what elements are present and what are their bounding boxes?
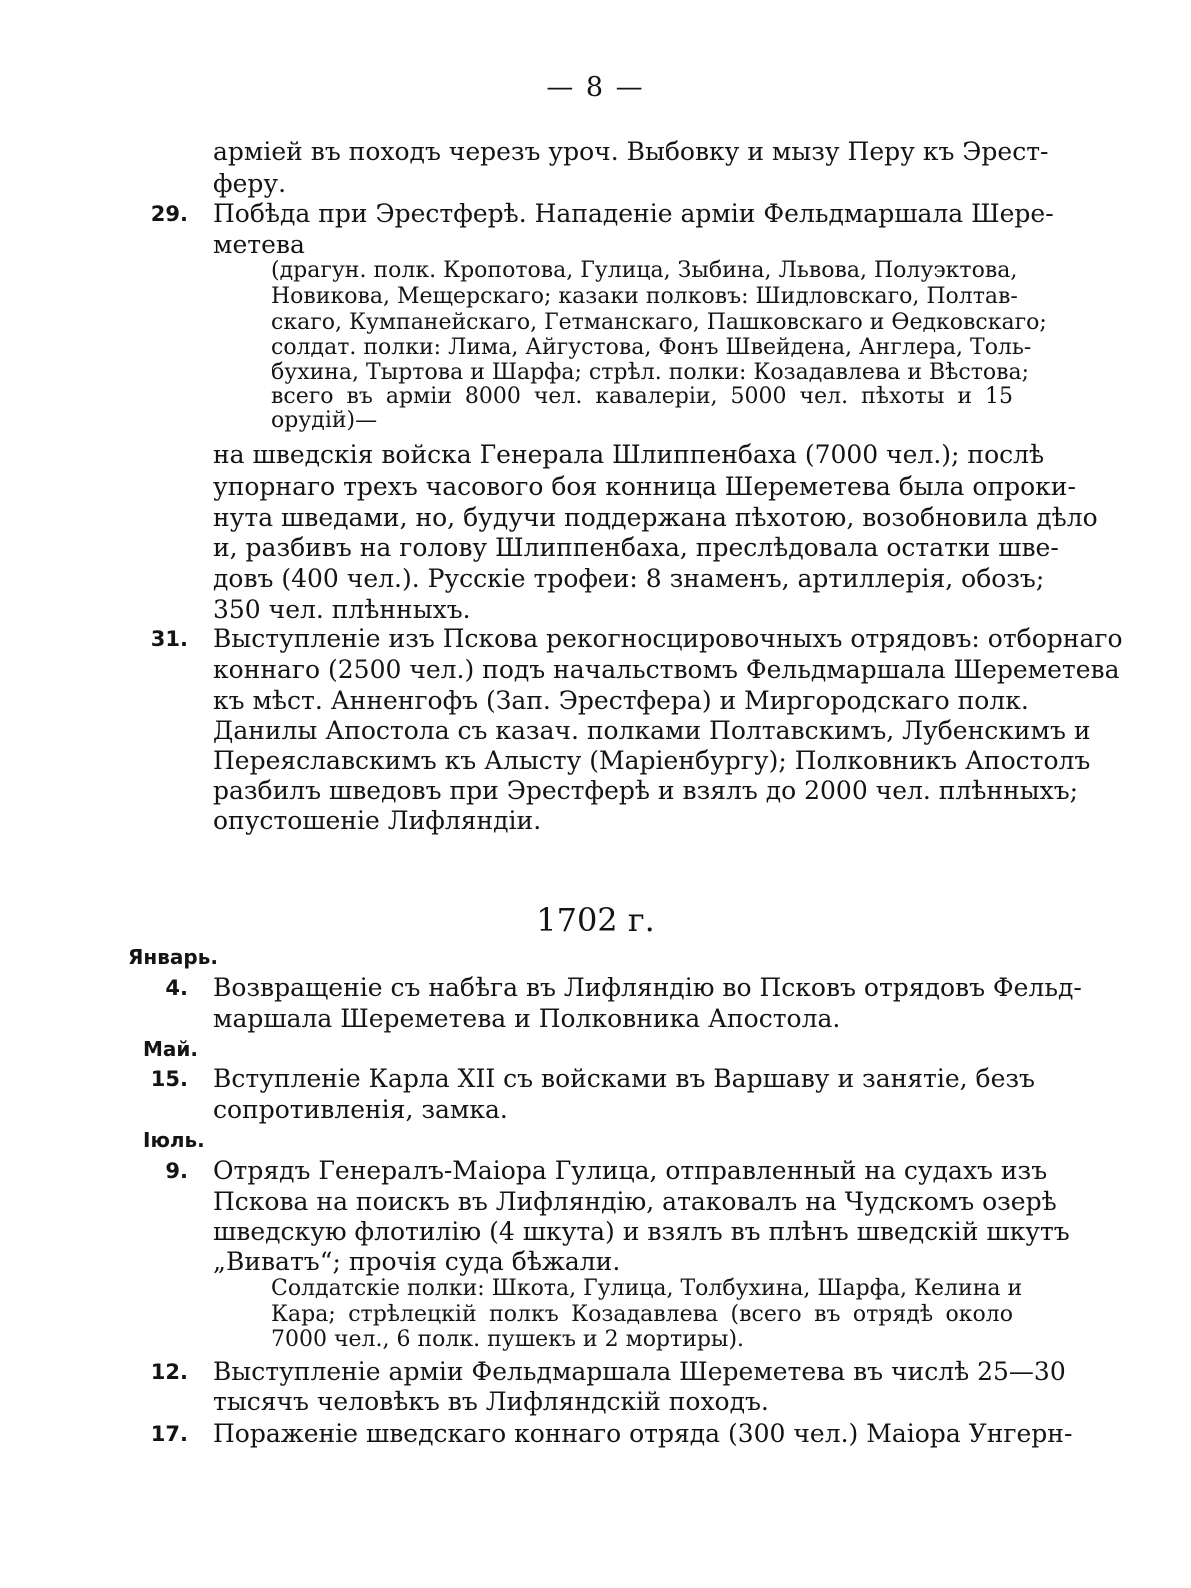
entry-day: 17. [150,1422,188,1446]
text-line: нута шведами, но, будучи поддержана пѣхотою, возобновила дѣло [213,503,1098,532]
note-line: орудій)— [271,408,378,433]
month-label-july: Іюль. [143,1128,205,1152]
text-line: Побѣда при Эрестферѣ. Нападеніе арміи Фельдмаршала Шере- [213,199,1054,228]
text-line: шведскую флотилію (4 шкута) и взялъ въ плѣнъ шведскій шкутъ [213,1217,1070,1246]
page-number: — 8 — [546,72,645,103]
note-line: Новикова, Мещерскаго; казаки полковъ: Шидловскаго, Полтав- [271,284,1018,309]
text-line: Пскова на поискъ въ Лифляндію, атаковалъ на Чудскомъ озерѣ [213,1187,1057,1216]
note-line: 7000 чел., 6 полк. пушекъ и 2 мортиры). [271,1327,745,1352]
text-line: тысячъ человѣкъ въ Лифляндскій походъ. [213,1387,769,1416]
note-line: (драгун. полк. Кропотова, Гулица, Зыбина, Львова, Полуэктова, [271,258,1018,283]
text-line: метева [213,230,305,259]
text-line: Пораженіе шведскаго коннаго отряда (300 чел.) Маіора Унгерн- [213,1419,1073,1448]
text-line: Отрядъ Генералъ-Маіора Гулица, отправленный на судахъ изъ [213,1156,1048,1185]
text-line: Возвращеніе съ набѣга въ Лифляндію во Псковъ отрядовъ Фельд- [213,973,1082,1002]
text-line: „Виватъ“; прочія суда бѣжали. [213,1247,621,1276]
note-line: солдат. полки: Лима, Айгустова, Фонъ Швейдена, Англера, Толь- [271,335,1032,360]
text-line: феру. [213,169,287,198]
text-line: Выступленіе изъ Пскова рекогносцировочныхъ отрядовъ: отборнаго [213,624,1123,653]
text-line: арміей въ походъ черезъ уроч. Выбовку и мызу Перу къ Эрест- [213,137,1049,166]
note-line: скаго, Кумпанейскаго, Гетманскаго, Пашковскаго и Ѳедковскаго; [271,310,1047,335]
text-line: Переяславскимъ къ Алысту (Маріенбургу); Полковникъ Апостолъ [213,746,1091,775]
month-label-january: Январь. [128,945,218,969]
text-line: на шведскія войска Генерала Шлиппенбаха (7000 чел.); послѣ [213,440,1045,469]
text-line: Вступленіе Карла XII съ войсками въ Варшаву и занятіе, безъ [213,1064,1035,1093]
text-line: упорнаго трехъ часового боя конница Шереметева была опроки- [213,472,1076,501]
entry-day: 15. [150,1067,188,1091]
text-line: Выступленіе арміи Фельдмаршала Шереметева въ числѣ 25—30 [213,1357,1066,1386]
entry-day: 12. [150,1360,188,1384]
text-line: коннаго (2500 чел.) подъ начальствомъ Фельдмаршала Шереметева [213,655,1120,684]
text-line: къ мѣст. Анненгофъ (Зап. Эрестфера) и Миргородскаго полк. [213,686,1029,715]
text-line: сопротивленія, замка. [213,1095,508,1124]
text-line: Данилы Апостола съ казач. полками Полтавскимъ, Лубенскимъ и [213,716,1091,745]
entry-day: 31. [150,627,188,651]
note-line: бухина, Тыртова и Шарфа; стрѣл. полки: Козадавлева и Вѣстова; [271,360,1030,385]
note-line: Солдатскіе полки: Шкота, Гулица, Толбухина, Шарфа, Келина и [271,1276,1023,1301]
text-line: довъ (400 чел.). Русскіе трофеи: 8 знаменъ, артиллерія, обозъ; [213,564,1045,593]
text-line: маршала Шереметева и Полковника Апостола. [213,1004,841,1033]
year-heading: 1702 г. [536,901,655,939]
entry-day: 4. [165,976,188,1000]
month-label-may: Май. [143,1037,199,1061]
entry-day: 9. [165,1159,188,1183]
text-line: и, разбивъ на голову Шлиппенбаха, преслѣдовала остатки шве- [213,533,1059,562]
text-line: 350 чел. плѣнныхъ. [213,595,471,624]
text-line: разбилъ шведовъ при Эрестферѣ и взялъ до 2000 чел. плѣнныхъ; [213,776,1079,805]
text-line: опустошеніе Лифляндіи. [213,806,542,835]
note-line: всего въ арміи 8000 чел. кавалеріи, 5000 чел. пѣхоты и 15 [271,384,1013,409]
note-line: Кара; стрѣлецкій полкъ Козадавлева (всего въ отрядѣ около [271,1302,1013,1327]
entry-day: 29. [150,202,188,226]
